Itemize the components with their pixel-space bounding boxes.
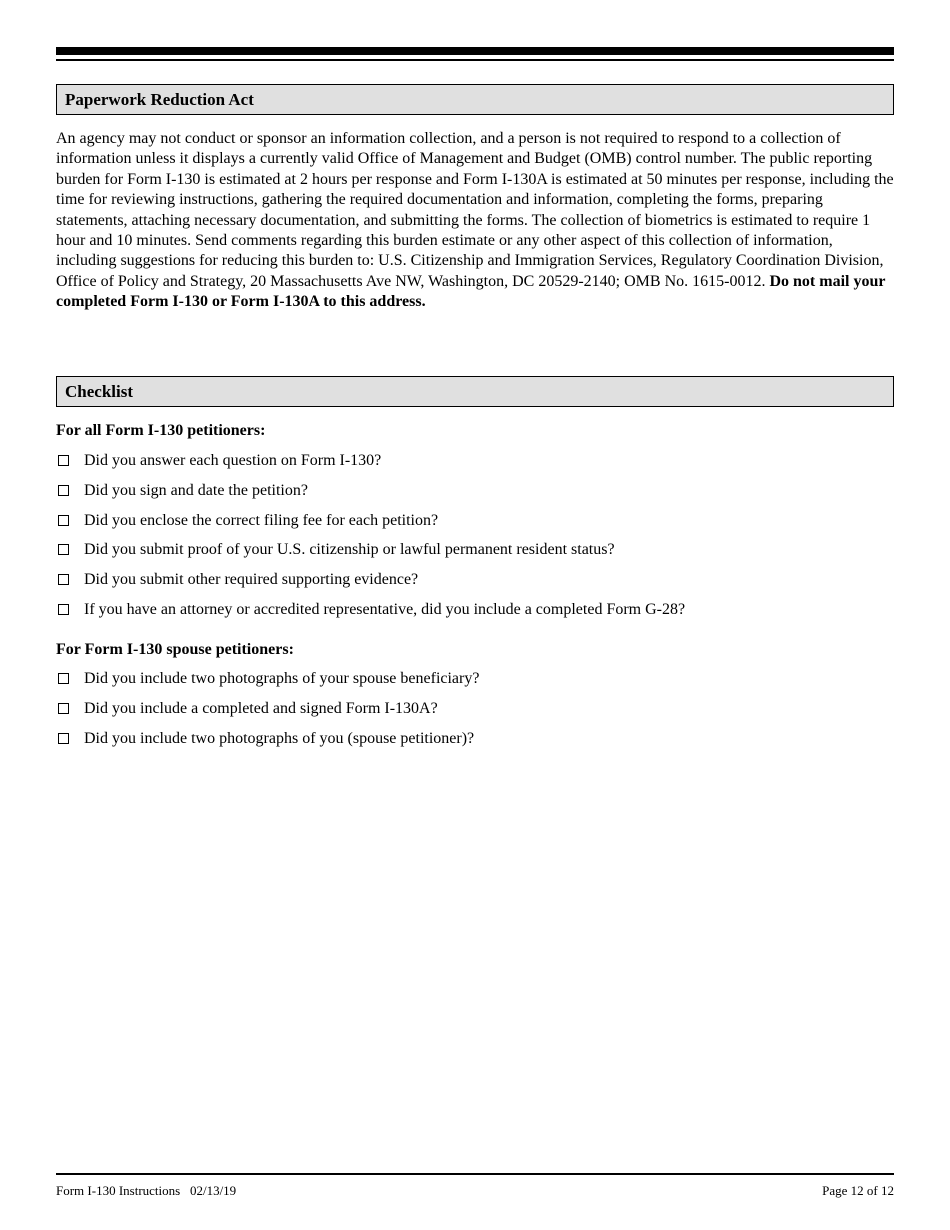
checklist-item-label: If you have an attorney or accredited representative, did you include a completed Form G-28? <box>84 601 686 618</box>
checklist-item-label: Did you enclose the correct filing fee for each petition? <box>84 512 439 529</box>
footer-page-number: Page 12 of 12 <box>822 1183 894 1198</box>
paperwork-bold-text: Do not mail your completed Form I-130 or Form I-130A to this address. <box>56 272 886 311</box>
checklist-item[interactable] <box>56 600 685 620</box>
checklist-item-label: Did you include two photographs of your spouse beneficiary? <box>84 670 480 687</box>
checklist-item-label: Did you sign and date the petition? <box>84 482 308 499</box>
document-page <box>56 0 894 1230</box>
section-header-paperwork <box>56 84 894 115</box>
footer-form-name: Form I-130 Instructions 02/13/19 <box>56 1183 237 1198</box>
paperwork-paragraph <box>56 129 894 313</box>
checklist-item[interactable] <box>56 451 381 471</box>
checklist-item-label: Did you answer each question on Form I-130? <box>84 452 382 469</box>
checklist-item[interactable] <box>56 699 438 719</box>
header-rule-thin <box>56 59 894 61</box>
paperwork-body-text: An agency may not conduct or sponsor an information collection, and a person is not required to respond to a collection of information unless it displays a currently valid Office of Management and Budget (OMB) control number. The public reporting burden for Form I-130 is estimated at 2 hours per response and Form I-130A is estimated at 50 minutes per response, including the time for reviewing instructions, gathering the required documentation and information, completing the forms, preparing statements, attaching necessary documentation, and submitting the forms. The collection of biometrics is estimated to require 1 hour and 10 minutes. Send comments regarding this burden estimate or any other aspect of this collection of information, including suggestions for reducing this burden to: U.S. Citizenship and Immigration Services, Regulatory Coordination Division, Office of Policy and Strategy, 20 Massachusetts Ave NW, Washington, DC 20529-2140; OMB No. 1615-0012. <box>56 130 894 290</box>
checklist-item-label: Did you submit proof of your U.S. citizenship or lawful permanent resident status? <box>84 541 615 558</box>
checklist-group-heading: For Form I-130 spouse petitioners: <box>56 641 294 658</box>
checkbox[interactable] <box>58 574 69 585</box>
section-title: Checklist <box>65 382 133 401</box>
checklist-item[interactable] <box>56 540 615 560</box>
checklist-item-label: Did you submit other required supporting evidence? <box>84 571 419 588</box>
checkbox[interactable] <box>58 544 69 555</box>
checklist-group-heading: For all Form I-130 petitioners: <box>56 422 266 439</box>
checkbox[interactable] <box>58 673 69 684</box>
checkbox[interactable] <box>58 455 69 466</box>
checklist-item[interactable] <box>56 729 474 749</box>
section-header-checklist <box>56 376 894 407</box>
footer-rule <box>56 1173 894 1175</box>
checklist-item[interactable] <box>56 481 308 501</box>
checkbox[interactable] <box>58 604 69 615</box>
checkbox[interactable] <box>58 515 69 526</box>
header-rule-thick <box>56 47 894 55</box>
checkbox[interactable] <box>58 703 69 714</box>
checklist-item-label: Did you include a completed and signed Form I-130A? <box>84 700 438 717</box>
checklist-item-label: Did you include two photographs of you (spouse petitioner)? <box>84 730 475 747</box>
checklist-item[interactable] <box>56 511 438 531</box>
checklist-item[interactable] <box>56 570 418 590</box>
checkbox[interactable] <box>58 485 69 496</box>
section-title: Paperwork Reduction Act <box>65 90 254 109</box>
checklist-item[interactable] <box>56 669 479 689</box>
checkbox[interactable] <box>58 733 69 744</box>
